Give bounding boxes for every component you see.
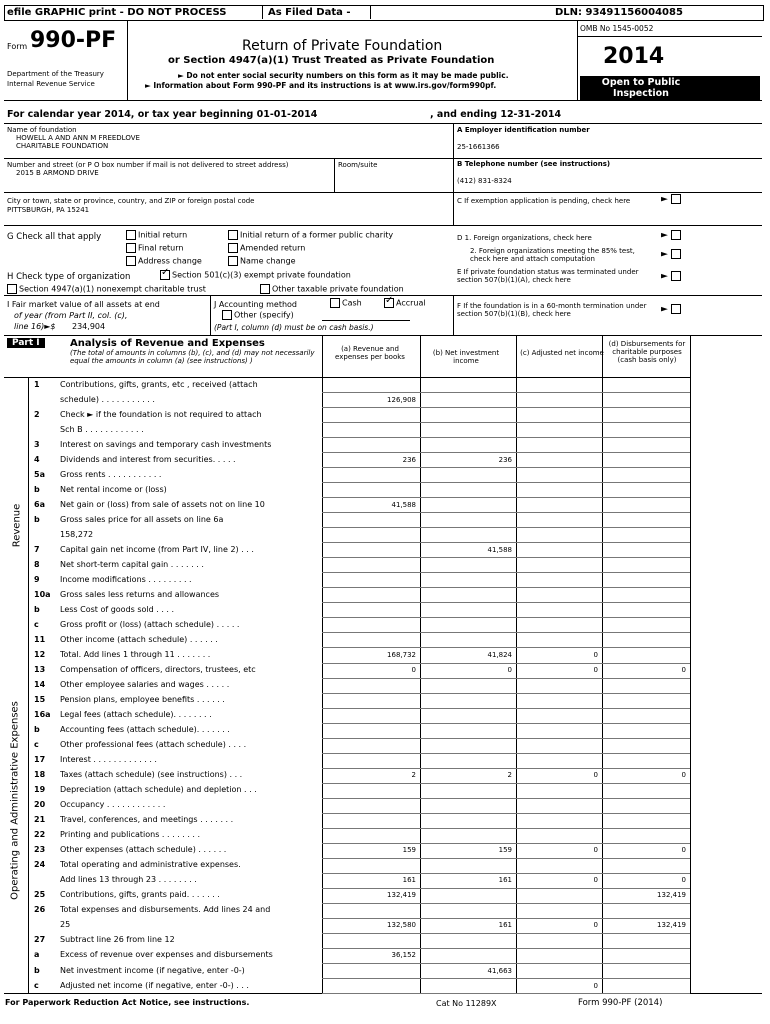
part1-tag [7,338,45,348]
row-label: Other income (attach schedule) . . . . . . [60,634,218,644]
ein-label: A Employer identification number [457,126,590,134]
row-label: Gross profit or (loss) (attach schedule) . . . . . [60,619,240,629]
row-value-d: 0 [681,666,686,674]
dept-line1: Department of the Treasury [7,70,104,78]
row-value-b: 41,588 [487,545,512,554]
side-revenue-label: Revenue [11,503,23,548]
row-number: 9 [34,574,40,584]
note-ssn: ► Do not enter social security numbers on this form as it may be made public. [178,71,509,80]
row-label: Check ► if the foundation is not required to attach [60,409,262,419]
row-number: b [34,965,40,975]
row-label: Dividends and interest from securities. . . . . [60,454,236,464]
row-number: 17 [34,755,46,765]
row-number: b [34,604,40,614]
g-final-return[interactable] [126,243,183,253]
row-value-b: 41,824 [487,651,512,659]
row-value-a: 2 [411,771,416,780]
row-value-c: 0 [593,981,598,990]
city-label: City or town, state or province, country, and ZIP or foreign postal code [7,197,255,205]
row-value-c: 0 [593,771,598,780]
row-number: c [34,740,39,750]
row-label: Excess of revenue over expenses and disbursements [60,950,273,960]
g-label: G Check all that apply [7,232,102,242]
row-number: 14 [34,680,46,689]
row-number: c [34,619,39,629]
row-value-a: 36,152 [391,951,416,960]
col-c-header: (c) Adjusted net income [520,349,604,357]
row-value-a: 161 [402,876,416,885]
row-number: 13 [34,665,46,674]
row-label: Interest . . . . . . . . . . . . . [60,755,157,765]
j-other-label: Other (specify) [234,310,294,320]
row-value-d: 132,419 [657,921,686,930]
row-label: Less Cost of goods sold . . . . [60,604,175,614]
row-value-a: 126,908 [387,395,416,404]
c-exemption-label: C If exemption application is pending, check here [457,197,631,205]
h-label: H Check type of organization [7,272,131,282]
row-label: Adjusted net income (if negative, enter -0-) . . . [60,980,249,990]
street-value: 2015 B ARMOND DRIVE [16,169,99,177]
part1-tag-text: Part I [12,338,40,348]
h-4947-label: Section 4947(a)(1) nonexempt charitable trust [19,284,206,294]
row-label: Net rental income or (loss) [60,484,167,494]
row-label: 158,272 [60,529,94,539]
j-accrual[interactable] [384,298,426,308]
row-label: Contributions, gifts, grants, etc , received (attach [60,379,258,389]
row-number: 19 [34,785,46,795]
row-label: Depreciation (attach schedule) and depletion . . . [60,785,257,795]
foundation-name-1: HOWELL A AND ANN M FREEDLOVE [16,134,140,142]
g-amended-return-label: Amended return [240,243,306,253]
row-value-b: 159 [498,846,512,855]
omb-number: OMB No 1545-0052 [580,24,654,33]
row-label: Interest on savings and temporary cash investments [60,439,272,449]
row-label: Sch B . . . . . . . . . . . . [60,424,144,434]
f-label: F If the foundation is in a 60-month termination under section 507(b)(1)(B), check here [457,302,647,318]
row-label: Compensation of officers, directors, trustees, etc [60,665,256,674]
row-value-b: 0 [507,666,512,674]
row-label: Total operating and administrative expenses. [60,860,241,870]
footer-paperwork: For Paperwork Reduction Act Notice, see instructions. [5,998,250,1007]
row-number: 27 [34,935,46,945]
form-prefix: Form [7,42,28,51]
row-value-c: 0 [593,651,598,659]
j-cash-label: Cash [342,298,362,308]
row-value-d: 0 [681,876,686,885]
note-info: ► Information about Form 990-PF and its instructions is at www.irs.gov/form990pf. [145,81,497,90]
part1-title: Analysis of Revenue and Expenses [70,338,265,349]
row-value-d: 132,419 [657,891,686,900]
open-public-text: Open to Public Inspection [601,77,681,99]
row-number: c [34,980,39,990]
street-label: Number and street (or P O box number if mail is not delivered to street address) [7,161,289,169]
row-number: 20 [34,800,46,810]
calendar-year-begin: For calendar year 2014, or tax year beginning 01-01-2014 [7,109,318,120]
row-number: 3 [34,439,40,449]
i-line2: of year (from Part II, col. (c), [14,311,128,320]
g-initial-return-label: Initial return [138,230,188,240]
row-label: Other expenses (attach schedule) . . . . . . [60,845,227,855]
col-d-header: (d) Disbursements for charitable purposes (cash basis only) [608,340,686,364]
dln: DLN: 93491156004085 [555,7,683,18]
row-label: Gross sales price for all assets on line 6a [60,514,224,524]
row-label: Capital gain net income (from Part IV, line 2) . . . [60,544,254,554]
row-value-a: 168,732 [387,651,416,659]
row-value-a: 41,588 [391,500,416,509]
col-b-header: (b) Net investment income [432,349,500,365]
row-value-a: 132,580 [387,921,416,930]
row-number: a [34,950,40,960]
row-number: 8 [34,559,40,569]
h-other-taxable[interactable] [260,284,404,294]
row-value-c: 0 [593,666,598,674]
row-number: 2 [34,409,40,419]
row-number: 21 [34,815,46,825]
g-initial-former[interactable] [228,230,393,240]
row-label: Gross sales less returns and allowances [60,589,220,599]
row-value-a: 159 [402,846,416,855]
fmv-value: 234,904 [72,322,106,331]
row-label: 25 [60,920,71,930]
row-value-b: 161 [498,921,512,930]
i-line1: I Fair market value of all assets at end [7,300,160,309]
row-label: Legal fees (attach schedule). . . . . . . . [60,710,212,719]
row-label: Occupancy . . . . . . . . . . . . [60,800,166,810]
d2-label: 2. Foreign organizations meeting the 85% test, check here and attach computation [470,247,635,263]
h-4947[interactable] [7,284,206,294]
h-other-taxable-label: Other taxable private foundation [272,284,404,294]
calendar-year-end: , and ending 12-31-2014 [430,109,562,120]
row-label: Pension plans, employee benefits . . . . . . [60,695,225,704]
city-value: PITTSBURGH, PA 15241 [7,206,90,214]
j-cash[interactable] [330,298,362,308]
row-number: 15 [34,695,46,704]
dept-line2: Internal Revenue Service [7,80,95,88]
e-checkbox[interactable]: ► [661,271,683,282]
row-label: Printing and publications . . . . . . . . [60,830,201,840]
row-label: Net gain or (loss) from sale of assets not on line 10 [60,499,265,509]
row-value-c: 0 [593,921,598,930]
form-number: 990-PF [30,28,117,53]
row-label: Other professional fees (attach schedule) . . . . [60,740,247,750]
part1-title-note: (The total of amounts in columns (b), (c), and (d) may not necessarily equal the amounts in column (a) (see instructions) ) [70,349,315,365]
row-label: Income modifications . . . . . . . . . [60,574,192,584]
g-address-change[interactable] [126,256,202,266]
row-value-a: 132,419 [387,891,416,900]
g-final-return-label: Final return [138,243,184,253]
g-name-change[interactable] [228,256,296,266]
row-number: 23 [34,845,46,855]
row-number: 22 [34,830,46,840]
row-number: 1 [34,379,40,389]
row-value-a: 236 [402,455,416,464]
row-number: b [34,484,40,494]
form-title: Return of Private Foundation [242,38,443,54]
d1-label: D 1. Foreign organizations, check here [457,234,592,242]
row-number: 26 [34,905,46,915]
row-number: 10a [34,589,51,599]
row-number: 18 [34,770,46,780]
row-number: 5a [34,469,45,479]
g-name-change-label: Name change [240,256,296,266]
row-number: 11 [34,634,46,644]
row-value-d: 0 [681,846,686,855]
j-note: (Part I, column (d) must be on cash basis.) [214,323,374,332]
row-label: Net investment income (if negative, enter -0-) [60,965,245,975]
tax-year: 2014 [603,44,665,69]
row-label: Travel, conferences, and meetings . . . . . . . [60,815,234,825]
j-label: J Accounting method [214,300,298,309]
row-number: b [34,725,40,735]
row-value-c: 0 [593,876,598,885]
footer-cat: Cat No 11289X [436,999,497,1008]
g-address-change-label: Address change [138,256,202,266]
row-label: Net short-term capital gain . . . . . . . [60,559,204,569]
row-label: Taxes (attach schedule) (see instructions) . . . [60,770,243,780]
name-label: Name of foundation [7,126,77,134]
i-line3: line 16)►$ [14,322,56,331]
row-number: 25 [34,890,46,900]
ein-value: 25-1661366 [457,143,500,151]
row-value-a: 0 [411,666,416,674]
form-subtitle: or Section 4947(a)(1) Trust Treated as Private Foundation [168,55,495,66]
row-label: Total. Add lines 1 through 11 . . . . . . . [60,650,211,659]
row-value-b: 161 [498,876,512,885]
row-number: 7 [34,544,40,554]
row-label: Gross rents . . . . . . . . . . . [60,469,162,479]
room-label: Room/suite [338,161,378,169]
j-accrual-label: Accrual [396,298,426,308]
g-initial-return[interactable] [126,230,187,240]
row-label: Contributions, gifts, grants paid. . . . . . . [60,890,220,900]
e-label: E If private foundation status was terminated under section 507(b)(1)(A), check here [457,268,639,284]
efile-banner-text: efile GRAPHIC print - DO NOT PROCESS [7,7,227,18]
row-value-c: 0 [593,846,598,855]
row-label: Subtract line 26 from line 12 [60,935,175,945]
row-value-d: 0 [681,771,686,780]
c-checkbox[interactable]: ► [661,194,683,205]
filed-banner-text: As Filed Data - [268,7,351,18]
row-label: Total expenses and disbursements. Add lines 24 and [60,905,271,915]
row-number: 12 [34,650,46,659]
row-label: Accounting fees (attach schedule). . . . . . . [60,725,230,735]
d2-checkbox[interactable]: ► [661,249,683,260]
row-value-b: 236 [498,455,512,464]
footer-form: Form 990-PF (2014) [578,998,663,1008]
side-expenses-label: Operating and Administrative Expenses [9,701,21,900]
h-501c3-label: Section 501(c)(3) exempt private foundation [172,270,351,280]
col-a-header: (a) Revenue and expenses per books [335,345,405,361]
row-label: Add lines 13 through 23 . . . . . . . . [60,875,197,885]
row-label: Other employee salaries and wages . . . . . [60,680,230,689]
row-number: 6a [34,499,45,509]
g-initial-former-label: Initial return of a former public charity [240,230,394,240]
row-number: 4 [34,454,40,464]
g-amended-return[interactable] [228,243,305,253]
f-checkbox[interactable]: ► [661,304,683,315]
row-value-b: 2 [507,771,512,780]
row-number: 16a [34,710,51,719]
row-value-b: 41,663 [487,966,512,975]
foundation-name-2: CHARITABLE FOUNDATION [16,142,109,150]
row-number: 24 [34,860,46,870]
h-501c3[interactable] [160,270,351,280]
row-number: b [34,514,40,524]
phone-value: (412) 831-8324 [457,177,512,185]
d1-checkbox[interactable]: ► [661,230,683,241]
phone-label: B Telephone number (see instructions) [457,160,611,168]
j-other[interactable] [222,310,294,320]
row-label: schedule) . . . . . . . . . . . [60,394,155,404]
